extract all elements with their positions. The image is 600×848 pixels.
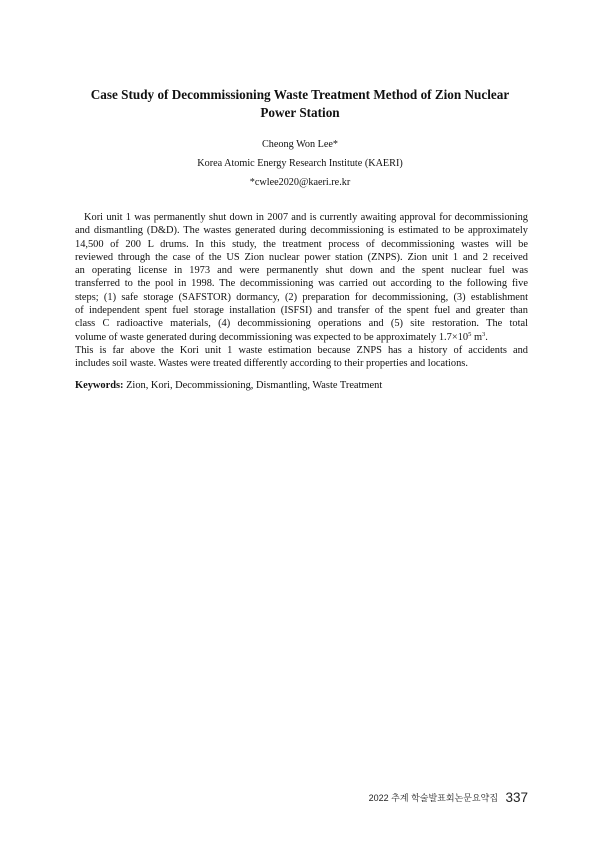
abstract-volume-line <box>75 331 528 344</box>
page-number: 337 <box>505 790 528 805</box>
volume-period: . <box>485 331 488 343</box>
abstract-line: of independent spent fuel storage installation (ISFSI) and transfer of the spent fuel and greater than <box>75 305 528 317</box>
volume-unit: m <box>471 331 483 343</box>
title-line-2: Power Station <box>260 105 340 120</box>
author-affiliation: Korea Atomic Energy Research Institute (KAERI) <box>197 158 403 169</box>
volume-exponent: 5 <box>468 330 472 338</box>
abstract-line: 14,500 of 200 L drums. In this study, the treatment process of decommissioning wastes will be <box>75 238 528 250</box>
keywords-text: Zion, Kori, Decommissioning, Dismantling, Waste Treatment <box>123 380 383 391</box>
abstract-line: reviewed through the case of the US Zion nuclear power station (ZNPS). Zion unit 1 and 2 received <box>75 251 528 263</box>
abstract-line: steps; (1) safe storage (SAFSTOR) dormancy, (2) preparation for decommissioning, (3) establishment <box>75 291 528 303</box>
abstract-line: This is far above the Kori unit 1 waste estimation because ZNPS has a history of accidents and <box>75 344 528 356</box>
abstract-line: and dismantling (D&D). The wastes generated during decommissioning is estimated to be approximately <box>75 225 528 237</box>
paper-title <box>60 86 540 122</box>
author-name: Cheong Won Lee* <box>262 139 338 150</box>
unit-exponent: 3 <box>482 330 486 338</box>
abstract-body <box>75 211 528 371</box>
keywords-label: Keywords: <box>75 380 124 391</box>
abstract-line: Kori unit 1 was permanently shut down in 2007 and is currently awaiting approval for decommissioning <box>84 212 528 223</box>
footer-text: 2022 추계 학술발표회논문요약집 <box>368 793 499 803</box>
abstract-line: transferred to the pool in 1998. The decommissioning was carried out according to the following five <box>75 278 528 290</box>
keywords <box>75 379 528 392</box>
abstract-line: an operating license in 1973 and were permanently shut down and the spent nuclear fuel was <box>75 265 528 277</box>
title-line-1: Case Study of Decommissioning Waste Treatment Method of Zion Nuclear <box>90 87 510 102</box>
abstract-line: class C radioactive materials, (4) decommissioning operations and (5) site restoration. The total <box>75 318 528 330</box>
volume-text: volume of waste generated during decommissioning was expected to be approximately 1.7×10 <box>75 331 469 343</box>
page-footer <box>369 789 528 807</box>
abstract-line: includes soil waste. Wastes were treated differently according to their properties and locations. <box>75 358 468 370</box>
author-email: *cwlee2020@kaeri.re.kr <box>249 177 351 188</box>
